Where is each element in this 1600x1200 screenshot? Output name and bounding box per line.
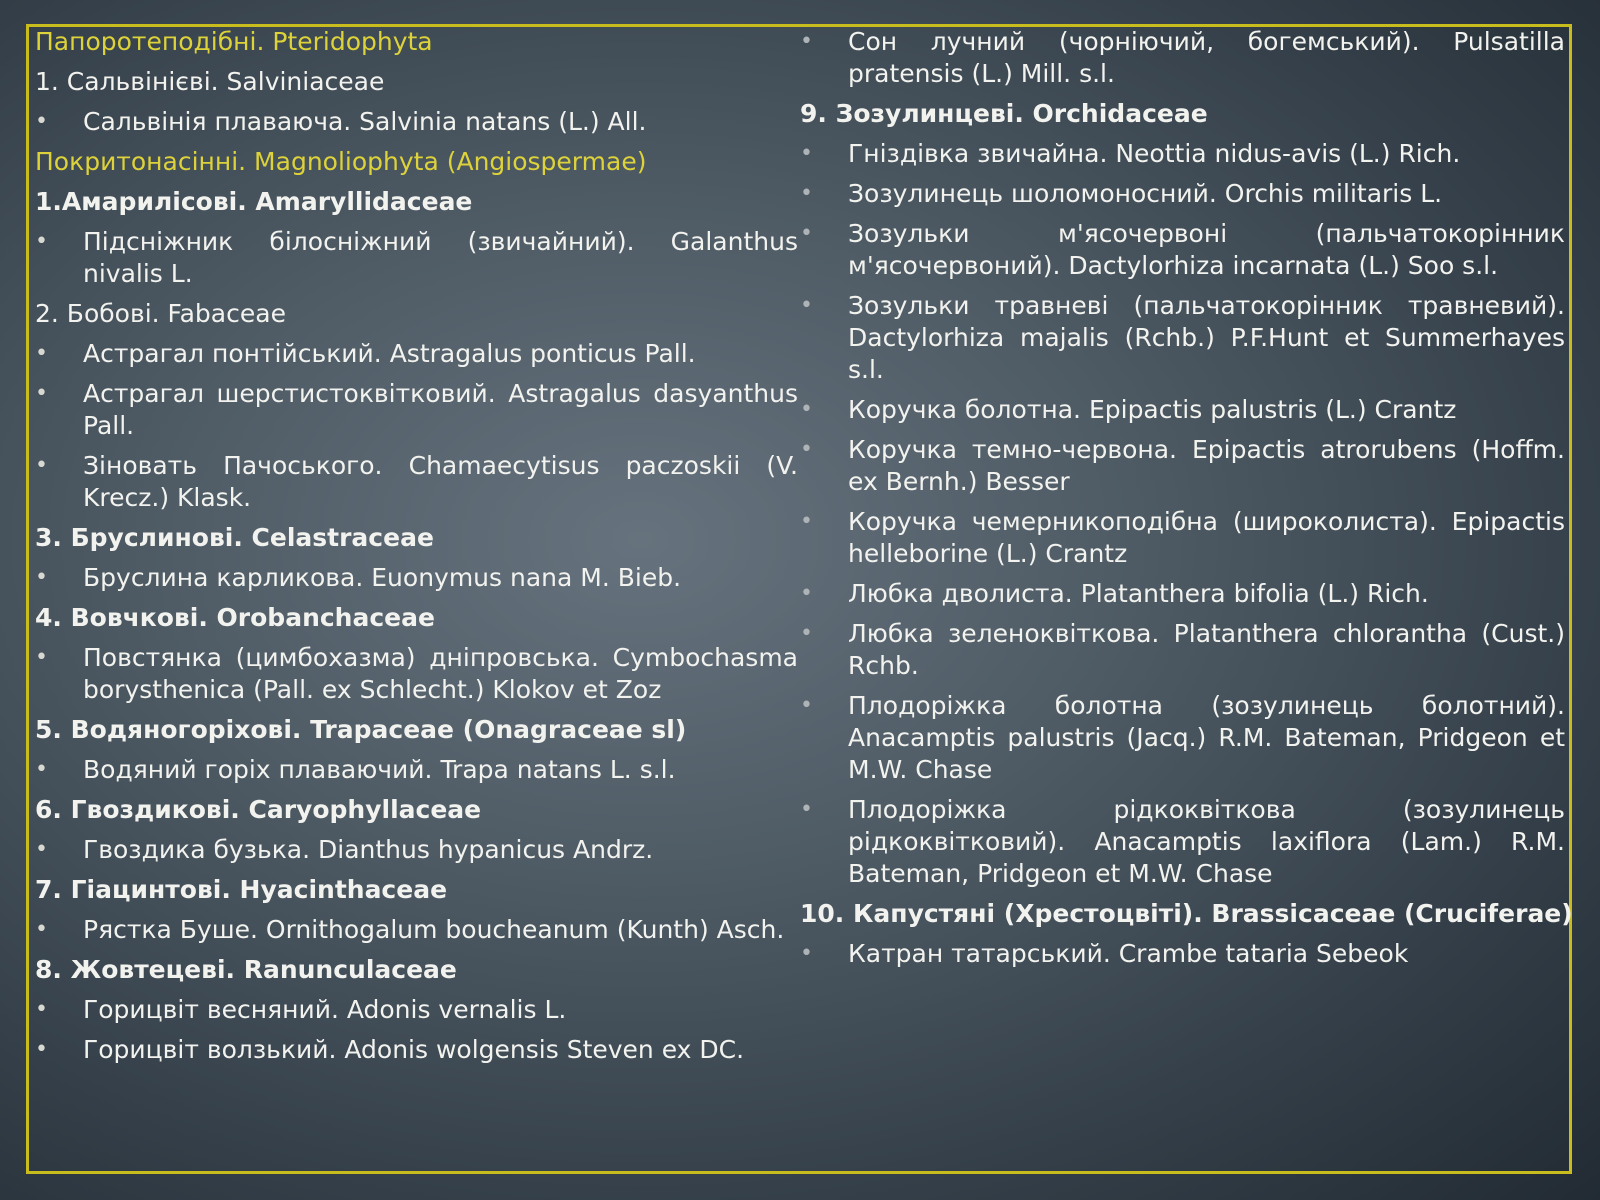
bullet-icon: • <box>35 1037 48 1062</box>
species-list-item <box>800 26 1565 90</box>
bullet-icon: • <box>35 565 48 590</box>
family-heading: 6. Гвоздикові. Caryophyllaceae <box>35 795 482 824</box>
family-heading: 4. Вовчкові. Orobanchaceae <box>35 603 435 632</box>
species-name: Повстянка (цимбохазма) дніпровська. Cymbochasma borysthenica (Pall. ex Schlecht.) Klokov et Zoz <box>83 643 798 704</box>
species-name: Плодоріжка рідкоквіткова (зозулинець рідкоквітковий). Anacamptis laxiflora (Lam.) R.M. Bateman, Pridgeon et M.W. Chase <box>848 795 1565 888</box>
bullet-icon: • <box>800 293 813 318</box>
bullet-icon: • <box>800 437 813 462</box>
family-heading: 9. Зозулинцеві. Orchidaceae <box>800 99 1208 128</box>
family-heading: 2. Бобові. Fabaceae <box>35 299 286 328</box>
species-name: Любка зеленоквіткова. Platanthera chlorantha (Cust.) Rchb. <box>848 619 1565 680</box>
species-list-item <box>35 378 798 442</box>
bullet-icon: • <box>800 797 813 822</box>
species-name: Коручка болотна. Epipactis palustris (L.) Crantz <box>848 395 1457 424</box>
bullet-icon: • <box>35 757 48 782</box>
species-list-item <box>35 338 798 370</box>
bullet-icon: • <box>800 29 813 54</box>
species-list-item <box>800 290 1565 386</box>
bullet-icon: • <box>35 645 48 670</box>
bullet-icon: • <box>35 997 48 1022</box>
family-heading: 1. Сальвінієві. Salviniaceae <box>35 67 385 96</box>
species-name: Горицвіт волзький. Adonis wolgensis Steven ex DC. <box>83 1035 745 1064</box>
species-list-item <box>800 218 1565 282</box>
left-column <box>35 26 798 1074</box>
bullet-icon: • <box>35 381 48 406</box>
species-name: Підсніжник білосніжний (звичайний). Galanthus nivalis L. <box>83 227 798 288</box>
bullet-icon: • <box>800 693 813 718</box>
bullet-icon: • <box>800 581 813 606</box>
species-list-item <box>35 1034 798 1066</box>
species-list-item <box>800 578 1565 610</box>
bullet-icon: • <box>800 941 813 966</box>
species-list-item <box>800 690 1565 786</box>
species-list-item <box>800 794 1565 890</box>
bullet-icon: • <box>35 229 48 254</box>
family-heading: 5. Водяногоріхові. Trapaceae (Onagraceae sl) <box>35 715 687 744</box>
bullet-icon: • <box>800 181 813 206</box>
bullet-icon: • <box>800 621 813 646</box>
species-name: Астрагал шерстистоквітковий. Astragalus dasyanthus Pall. <box>83 379 798 440</box>
species-name: Любка дволиста. Platanthera bifolia (L.) Rich. <box>848 579 1429 608</box>
species-list-item <box>35 914 798 946</box>
species-list-item <box>35 994 798 1026</box>
family-heading: 7. Гіацинтові. Hyacinthaceae <box>35 875 448 904</box>
species-name: Коручка темно-червона. Epipactis atrorubens (Hoffm. ex Bernh.) Besser <box>848 435 1565 496</box>
species-list-item <box>800 938 1565 970</box>
species-list-item <box>35 450 798 514</box>
bullet-icon: • <box>35 453 48 478</box>
right-column <box>800 26 1573 978</box>
family-heading: 10. Капустяні (Хрестоцвіті). Brassicaceae (Cruciferae) <box>800 899 1573 928</box>
division-heading: Покритонасінні. Magnoliophyta (Angiospermae) <box>35 147 647 176</box>
bullet-icon: • <box>35 837 48 862</box>
species-list-item <box>800 138 1565 170</box>
bullet-icon: • <box>800 397 813 422</box>
species-name: Астрагал понтійський. Astragalus ponticus Pall. <box>83 339 696 368</box>
species-list-item <box>800 434 1565 498</box>
species-name: Сальвінія плаваюча. Salvinia natans (L.) All. <box>83 107 647 136</box>
species-name: Зозульки травневі (пальчатокорінник травневий). Dactylorhiza majalis (Rchb.) P.F.Hunt et Summerhayes s.l. <box>848 291 1565 384</box>
family-heading: 3. Бруслинові. Celastraceae <box>35 523 434 552</box>
species-name: Коручка чемерникоподібна (широколиста). Epipactis helleborine (L.) Crantz <box>848 507 1565 568</box>
species-name: Горицвіт весняний. Adonis vernalis L. <box>83 995 567 1024</box>
bullet-icon: • <box>800 141 813 166</box>
species-list-item <box>800 178 1565 210</box>
species-name: Гніздівка звичайна. Neottia nidus-avis (L.) Rich. <box>848 139 1461 168</box>
species-list-item <box>35 562 798 594</box>
species-list-item <box>35 834 798 866</box>
bullet-icon: • <box>35 917 48 942</box>
species-name: Зозульки м'ясочервоні (пальчатокорінник м'ясочервоний). Dactylorhiza incarnata (L.) Soo s.l. <box>848 219 1565 280</box>
species-list-item <box>800 394 1565 426</box>
species-name: Водяний горіх плаваючий. Trapa natans L. s.l. <box>83 755 676 784</box>
bullet-icon: • <box>800 509 813 534</box>
bullet-icon: • <box>35 341 48 366</box>
species-name: Зіновать Пачоського. Chamaecytisus paczoskii (V. Krecz.) Klask. <box>83 451 798 512</box>
species-name: Бруслина карликова. Euonymus nana M. Bieb. <box>83 563 682 592</box>
bullet-icon: • <box>35 109 48 134</box>
bullet-icon: • <box>800 221 813 246</box>
family-heading: 1.Амарилісові. Amaryllidaceae <box>35 187 473 216</box>
species-name: Зозулинець шоломоносний. Orchis militaris L. <box>848 179 1443 208</box>
species-list-item <box>35 754 798 786</box>
species-list-item <box>800 618 1565 682</box>
species-list-item <box>800 506 1565 570</box>
species-list-item <box>35 642 798 706</box>
species-name: Рястка Буше. Ornithogalum boucheanum (Kunth) Asch. <box>83 915 785 944</box>
division-heading: Папоротеподібні. Pteridophyta <box>35 27 433 56</box>
family-heading: 8. Жовтецеві. Ranunculaceae <box>35 955 457 984</box>
species-name: Плодоріжка болотна (зозулинець болотний). Anacamptis palustris (Jacq.) R.M. Bateman, Pridgeon et M.W. Chase <box>848 691 1565 784</box>
species-name: Гвоздика бузька. Dianthus hypanicus Andrz. <box>83 835 654 864</box>
species-name: Катран татарський. Crambe tataria Sebeok <box>848 939 1409 968</box>
species-list-item <box>35 226 798 290</box>
species-list-item <box>35 106 798 138</box>
species-name: Сон лучний (чорніючий, богемський). Pulsatilla pratensis (L.) Mill. s.l. <box>848 27 1565 88</box>
